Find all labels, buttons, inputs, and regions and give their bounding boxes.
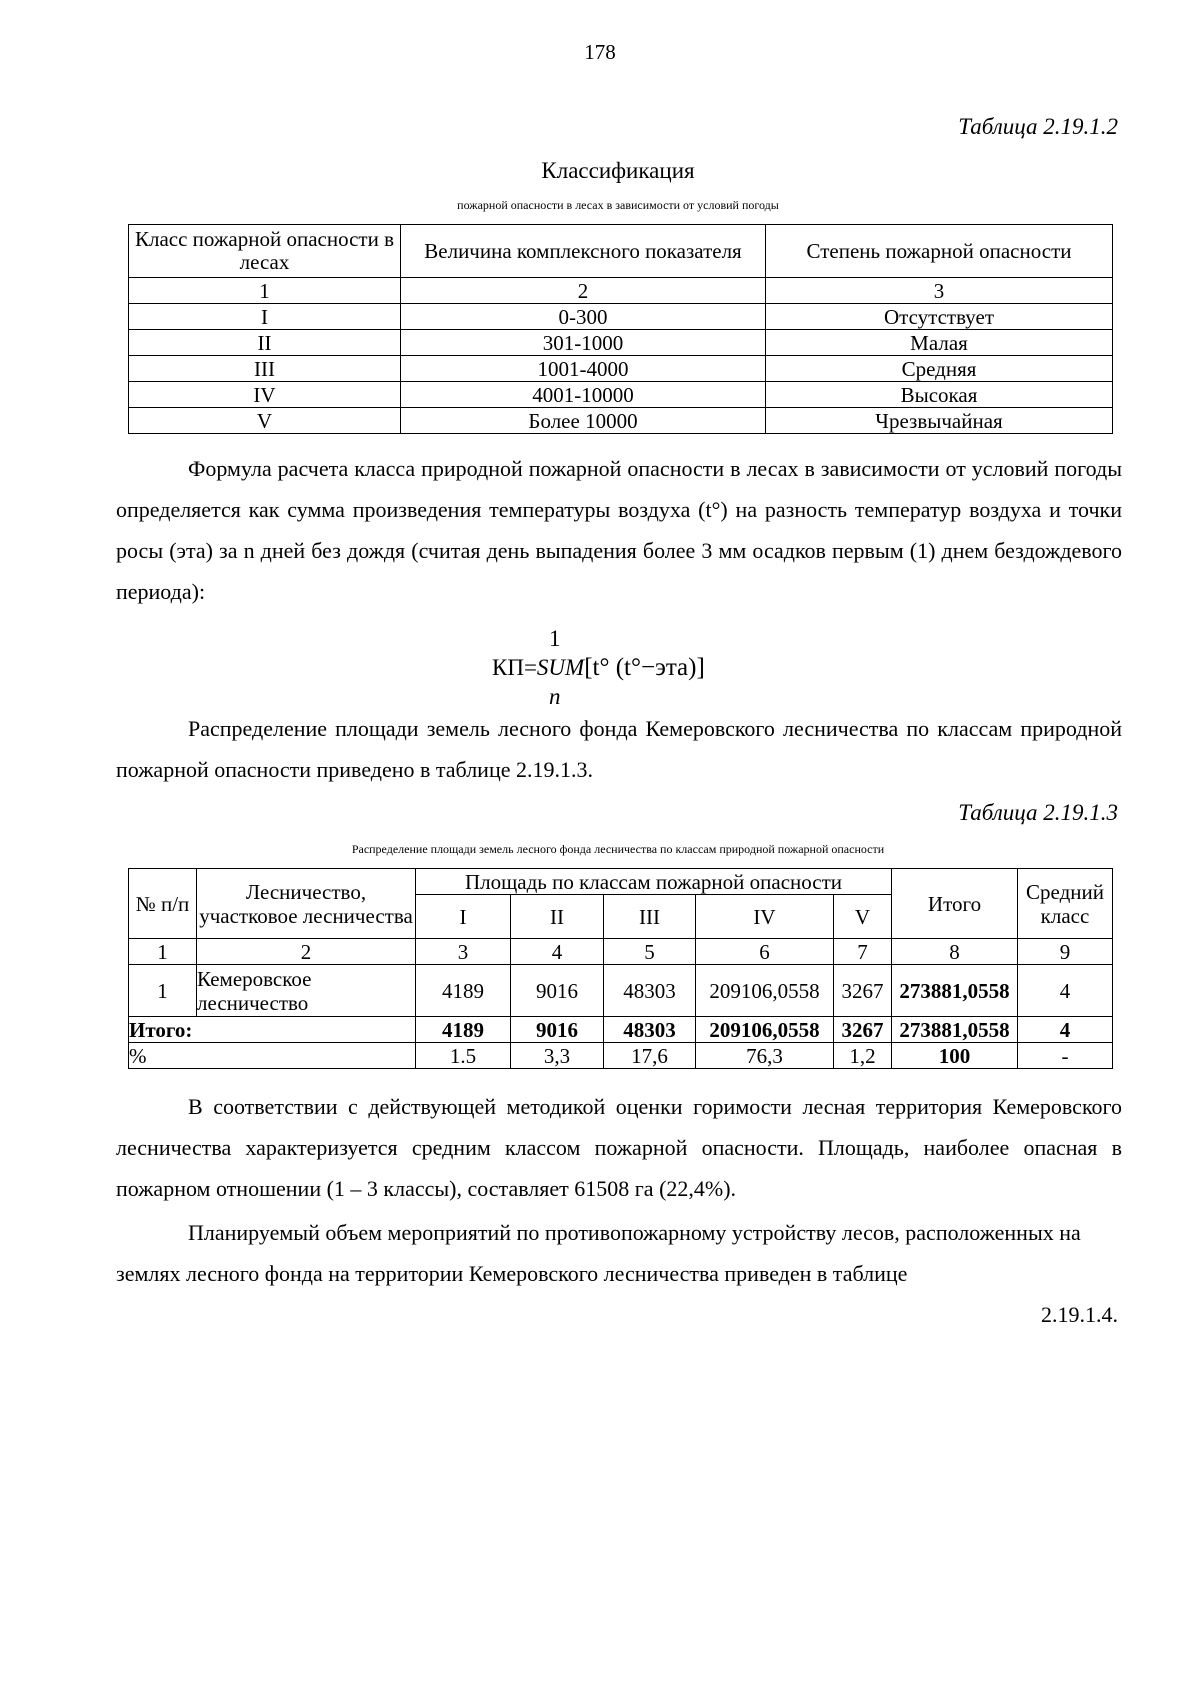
table1-number-row — [129, 278, 1113, 304]
table1-row — [129, 330, 1113, 356]
table1-num: 1 — [129, 278, 401, 304]
table2-cell-total: 100 — [892, 1043, 1018, 1069]
table2-cell: 76,3 — [696, 1043, 834, 1069]
table2-num: 3 — [416, 939, 511, 965]
paragraph-assessment: В соответствии с действующей методикой оценки горимости лесная территория Кемеровского лесничества характеризуется средним классом пожарной опасности. Площадь, наиболее опасная в пожарном отношении (1 – 3 классы), составляет 61508 га (22,4%). — [116, 1094, 1122, 1201]
formula-func: SUM — [536, 655, 585, 680]
table1-cell: 1001-4000 — [401, 356, 766, 382]
table2-percent-label: % — [129, 1043, 416, 1069]
paragraph-formula-description: Формула расчета класса природной пожарной опасности в лесах в зависимости от условий погоды определяется как сумма произведения температуры воздуха (t°) на разность температур воздуха и точки росы (эта) за n дней без дождя (считая день выпадения более 3 мм осадков первым (1) днем бездождевого периода): — [116, 456, 1122, 604]
table2-caption: Таблица 2.19.1.3 — [958, 800, 1118, 825]
table1-cell: Высокая — [766, 382, 1113, 408]
table2-cell: 209106,0558 — [696, 1017, 834, 1043]
table1-cell: V — [129, 408, 401, 434]
table2-cell-total: 273881,0558 — [892, 965, 1018, 1017]
table1-num: 3 — [766, 278, 1113, 304]
table2-cell-total: 273881,0558 — [892, 1017, 1018, 1043]
page-number: 178 — [584, 40, 616, 64]
table2-num: 1 — [129, 939, 197, 965]
table2-cell: 9016 — [511, 1017, 604, 1043]
fire-danger-classification-table — [128, 224, 1113, 434]
table1-cell: 0-300 — [401, 304, 766, 330]
table1-cell: IV — [129, 382, 401, 408]
paragraph-distribution-intro: Распределение площади земель лесного фонда Кемеровского лесничества по классам природной пожарной опасности приведено в таблице 2.19.1.3. — [116, 716, 1122, 782]
fire-class-area-table — [128, 868, 1113, 1069]
table2-number-row — [129, 939, 1113, 965]
table2-cell: 4189 — [416, 1017, 511, 1043]
table2-cell: 48303 — [604, 965, 696, 1017]
table1-cell: Более 10000 — [401, 408, 766, 434]
table2-header-class: II — [511, 895, 604, 939]
table2-header-total: Итого — [892, 869, 1018, 939]
table2-cell: 4 — [1018, 965, 1113, 1017]
table2-cell: 1 — [129, 965, 197, 1017]
table1-row — [129, 382, 1113, 408]
table2-num: 8 — [892, 939, 1018, 965]
table2-cell: 3267 — [834, 965, 892, 1017]
table2-title: Распределение площади земель лесного фонда лесничества по классам природной пожарной опасности — [351, 842, 885, 856]
table2-header-class: III — [604, 895, 696, 939]
table2-cell: 4189 — [416, 965, 511, 1017]
table2-cell: 209106,0558 — [696, 965, 834, 1017]
table2-header-forestry: Лесничество, участковое лесничества — [197, 869, 416, 939]
table1-header-index: Величина комплексного показателя — [401, 225, 766, 278]
table2-header-class: IV — [696, 895, 834, 939]
formula-main — [492, 654, 705, 682]
paragraph-planned-measures — [116, 1212, 1122, 1294]
table2-percent-row — [129, 1043, 1113, 1069]
paragraph-planned-measures-text: Планируемый объем мероприятий по противопожарному устройству лесов, расположенных на землях лесного фонда на территории Кемеровского лесничества приведен в таблице — [116, 1220, 1081, 1286]
table1-title: Классификация — [541, 158, 695, 183]
table1-row — [129, 408, 1113, 434]
table2-num: 5 — [604, 939, 696, 965]
table2-header-num: № п/п — [129, 869, 197, 939]
table2-cell: 3,3 — [511, 1043, 604, 1069]
table1-cell: Отсутствует — [766, 304, 1113, 330]
table2-cell-forestry: Кемеровское лесничество — [197, 965, 416, 1017]
table1-cell: 4001-10000 — [401, 382, 766, 408]
table2-cell: 9016 — [511, 965, 604, 1017]
table1-cell: Малая — [766, 330, 1113, 356]
table2-num: 9 — [1018, 939, 1113, 965]
table2-total-row — [129, 1017, 1113, 1043]
table2-cell: - — [1018, 1043, 1113, 1069]
table1-num: 2 — [401, 278, 766, 304]
table2-cell: 17,6 — [604, 1043, 696, 1069]
table2-cell: 1,2 — [834, 1043, 892, 1069]
formula-lhs: КП= — [492, 655, 537, 680]
table2-cell: 3267 — [834, 1017, 892, 1043]
formula-upper-limit: 1 — [549, 626, 561, 651]
table1-cell: I — [129, 304, 401, 330]
table1-caption: Таблица 2.19.1.2 — [958, 114, 1118, 139]
table-reference: 2.19.1.4. — [1041, 1302, 1118, 1327]
table1-cell: Средняя — [766, 356, 1113, 382]
table2-num: 7 — [834, 939, 892, 965]
formula-body: [t° (t°−эта)] — [584, 654, 705, 681]
table2-cell: 48303 — [604, 1017, 696, 1043]
table1-cell: 301-1000 — [401, 330, 766, 356]
table1-cell: Чрезвычайная — [766, 408, 1113, 434]
table1-header-degree: Степень пожарной опасности — [766, 225, 1113, 278]
table2-num: 4 — [511, 939, 604, 965]
table1-cell: III — [129, 356, 401, 382]
table2-header-class: V — [834, 895, 892, 939]
table1-header-class: Класс пожарной опасности в лесах — [129, 225, 401, 278]
table2-num: 2 — [197, 939, 416, 965]
table1-subtitle: пожарной опасности в лесах в зависимости от условий погоды — [457, 198, 779, 212]
table1-cell: II — [129, 330, 401, 356]
table2-row — [129, 965, 1113, 1017]
table2-total-label: Итого: — [129, 1017, 416, 1043]
table2-header-class: I — [416, 895, 511, 939]
table2-num: 6 — [696, 939, 834, 965]
table2-cell: 1.5 — [416, 1043, 511, 1069]
table1-row — [129, 304, 1113, 330]
table2-header-area: Площадь по классам пожарной опасности — [416, 869, 892, 895]
table1-row — [129, 356, 1113, 382]
table2-cell: 4 — [1018, 1017, 1113, 1043]
table2-header-avg: Средний класс — [1018, 869, 1113, 939]
formula-lower-limit: n — [549, 684, 561, 709]
